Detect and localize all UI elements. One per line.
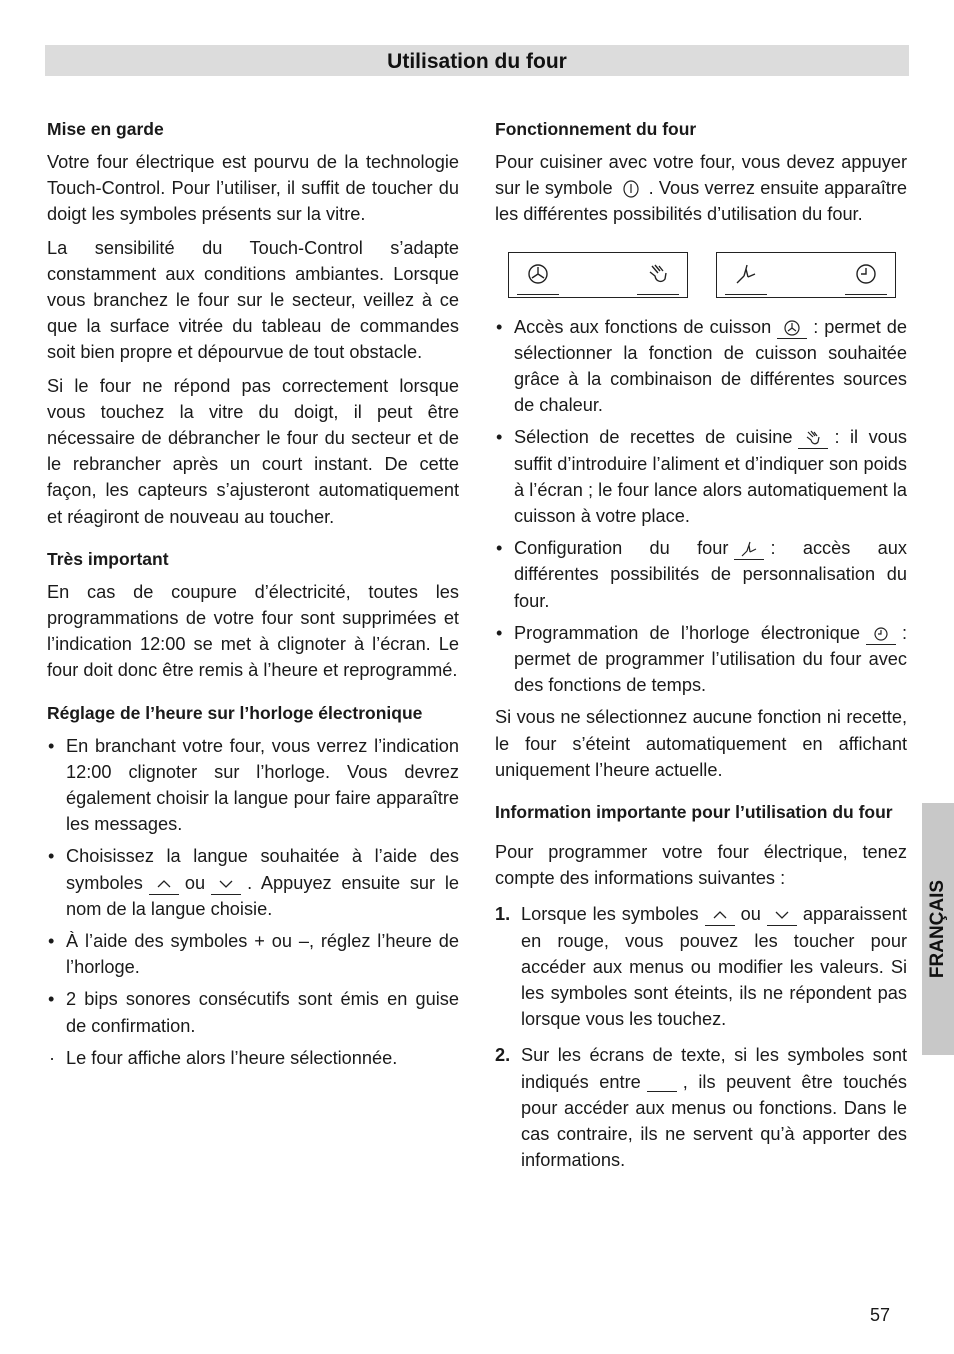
info-heading: Information importante pour l’utilisation du four <box>495 802 893 823</box>
operation-heading: Fonctionnement du four <box>495 119 697 139</box>
important-paragraph: En cas de coupure d’électricité, toutes les programmations de votre four sont supprimées et l’indication 12:00 se met à clignoter à l’écran. Le four doit donc être remis à l’heure et reprogrammé. <box>47 581 459 681</box>
list-item: 1. Lorsque les symboles ou apparaissent en rouge, vous pouvez les toucher pour accéder aux menus ou modifier les valeurs. Si les symboles sont éteints, ils ne répondent pas lorsque vous les touchez. <box>495 904 907 1030</box>
list-item: • 2 bips sonores consécutifs sont émis en guise de confirmation. <box>47 986 459 1038</box>
list-item: • Programmation de l’horloge électronique : permet de programmer l’utilisation du four avec des fonctions de temps. <box>495 620 907 699</box>
recipes-hand-icon <box>637 254 679 295</box>
list-item: • Choisissez la langue souhaitée à l’aide des symboles ou . Appuyez ensuite sur le nom de la langue choisie. <box>47 843 459 922</box>
list-item: • Accès aux fonctions de cuisson : permet de sélectionner la fonction de cuisson souhaitée grâce à la combinaison de différentes sources de chaleur. <box>495 314 907 419</box>
arrow-up-icon <box>149 874 179 895</box>
clock-icon <box>845 254 887 295</box>
recipes-hand-icon <box>798 428 828 449</box>
right-column <box>495 116 907 1184</box>
settings-icon <box>734 539 764 560</box>
control-panel-illustration <box>508 252 907 298</box>
list-item: · Le four affiche alors l’heure sélectionnée. <box>47 1045 459 1071</box>
info-intro: Pour programmer votre four électrique, tenez compte des informations suivantes : <box>495 842 907 889</box>
warning-paragraph-3: Si le four ne répond pas correctement lorsque vous touchez la vitre du doigt, il peut être nécessaire de débrancher le four du secteur et de le rebrancher après un court instant. De cette façon, les capteurs s’ajusteront automatiquement et réagiront de nouveau au toucher. <box>47 375 459 527</box>
panel-left <box>508 252 688 298</box>
list-item: 2. Sur les écrans de texte, si les symboles sont indiqués entre , ils peuvent être touchés pour accéder aux menus ou fonctions. Dans le cas contraire, ils ne servent qu’à apporter des informations. <box>495 1045 907 1171</box>
list-item: • Configuration du four : accès aux différentes possibilités de personnalisation du four. <box>495 535 907 614</box>
clock-steps-list <box>47 733 459 1071</box>
page-title: Utilisation du four <box>387 50 567 73</box>
blank-underline-symbol <box>647 1073 677 1092</box>
warning-paragraph-1: Votre four électrique est pourvu de la technologie Touch-Control. Pour l’utiliser, il suffit de toucher du doigt les symboles présents sur la vitre. <box>47 152 459 225</box>
panel-right <box>716 252 896 298</box>
language-label: FRANÇAIS <box>927 879 948 979</box>
operation-note: Si vous ne sélectionnez aucune fonction ni recette, le four s’éteint automatiquement en affichant uniquement l’heure actuelle. <box>495 707 907 780</box>
important-heading: Très important <box>47 548 169 569</box>
language-side-tab <box>922 803 954 1055</box>
cooking-functions-icon <box>777 318 807 339</box>
power-icon <box>619 179 643 199</box>
list-item: • Sélection de recettes de cuisine : il vous suffit d’introduire l’aliment et d’indiquer son poids à l’écran ; le four lance alors automatiquement la cuisson à votre place. <box>495 424 907 529</box>
arrow-up-icon <box>705 905 735 926</box>
list-item: • En branchant votre four, vous verrez l’indication 12:00 clignoter sur l’horloge. Vous devrez également choisir la langue pour faire apparaître les messages. <box>47 733 459 838</box>
arrow-down-icon <box>211 874 241 895</box>
page-number: 57 <box>870 1305 891 1325</box>
oven-functions-list <box>495 314 907 699</box>
warning-paragraph-2: La sensibilité du Touch-Control s’adapte constamment aux conditions ambiantes. Lorsque vous branchez le four sur le secteur, veillez à ce que la surface vitrée du tableau de commandes soit bien propre et dépourvue de tout obstacle. <box>47 237 459 363</box>
cooking-functions-icon <box>517 254 559 295</box>
settings-icon <box>725 254 767 295</box>
warning-heading: Mise en garde <box>47 119 164 139</box>
arrow-down-icon <box>767 905 797 926</box>
info-numbered-list <box>495 901 907 1173</box>
list-item: • À l’aide des symboles + ou –, réglez l’heure de l’horloge. <box>47 928 459 980</box>
title-bar <box>45 45 909 76</box>
operation-paragraph: Pour cuisiner avec votre four, vous devez appuyer sur le symbole . Vous verrez ensuite apparaître les différentes possibilités d’utilisation du four. <box>495 152 907 225</box>
clock-icon <box>866 624 896 645</box>
clock-heading: Réglage de l’heure sur l’horloge électronique <box>47 702 423 723</box>
left-column <box>47 116 459 1077</box>
